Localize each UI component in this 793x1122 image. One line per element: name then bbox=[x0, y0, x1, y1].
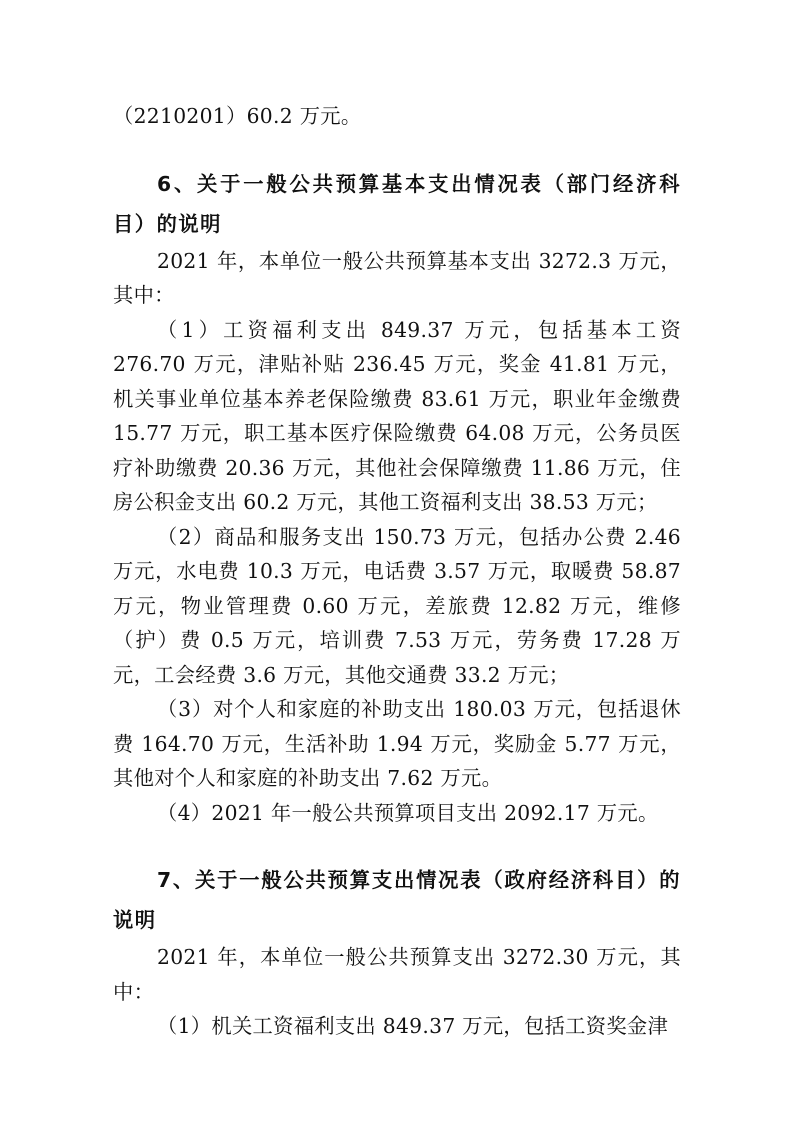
document-body bbox=[113, 99, 681, 1044]
section-heading-6: 6、关于一般公共预算基本支出情况表（部门经济科目）的说明 bbox=[113, 171, 681, 236]
paragraph-continuation: （2210201）60.2 万元。 bbox=[113, 104, 362, 128]
paragraph-basic-expenditure-summary: 2021 年，本单位一般公共预算基本支出 3272.3 万元，其中： bbox=[113, 248, 681, 307]
paragraph-salary-welfare: （1）工资福利支出 849.37 万元，包括基本工资 276.70 万元，津贴补贴 236.45 万元，奖金 41.81 万元，机关事业单位基本养老保险缴费 83.61 万元，职业年金缴费 15.77 万元，职工基本医疗保险缴费 64.08 万元，公务员医疗补助缴费 20.36 万元，其他社会保障缴费 11.86 万元，住房公积金支出 60.2 万元，其他工资福利支出 38.53 万元； bbox=[113, 317, 681, 514]
section-heading-7: 7、关于一般公共预算支出情况表（政府经济科目）的说明 bbox=[113, 868, 681, 932]
paragraph-project-expenditure: （4）2021 年一般公共预算项目支出 2092.17 万元。 bbox=[157, 800, 659, 825]
paragraph-agency-salary-welfare: （1）机关工资福利支出 849.37 万元，包括工资奖金津 bbox=[157, 1014, 669, 1038]
paragraph-government-expenditure-summary: 2021 年，本单位一般公共预算支出 3272.30 万元，其中： bbox=[113, 945, 681, 1004]
paragraph-individual-household-subsidy: （3）对个人和家庭的补助支出 180.03 万元，包括退休费 164.70 万元，生活补助 1.94 万元，奖励金 5.77 万元，其他对个人和家庭的补助支出 7.62 万元。 bbox=[113, 697, 681, 790]
paragraph-goods-services: （2）商品和服务支出 150.73 万元，包括办公费 2.46 万元，水电费 10.3 万元，电话费 3.57 万元，取暖费 58.87 万元，物业管理费 0.60 万元，差旅费 12.82 万元，维修（护）费 0.5 万元，培训费 7.53 万元，劳务费 17.28 万元，工会经费 3.6 万元，其他交通费 33.2 万元； bbox=[113, 524, 681, 687]
